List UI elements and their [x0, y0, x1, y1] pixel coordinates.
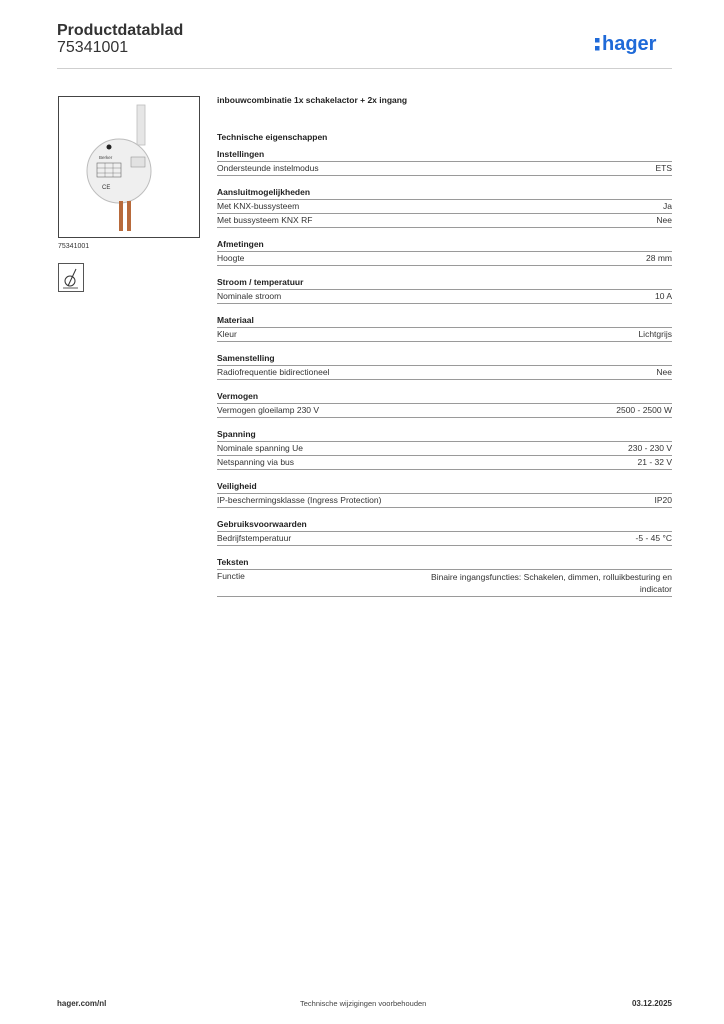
footer-disclaimer: Technische wijzigingen voorbehouden: [300, 999, 427, 1008]
spec-value: Binaire ingangsfuncties: Schakelen, dimmen, rolluikbesturing en indicator: [431, 572, 672, 594]
spec-row: [217, 328, 672, 342]
hager-logo: [594, 28, 674, 58]
spec-label: Bedrijfstemperatuur: [217, 533, 292, 543]
spec-group: [217, 391, 672, 418]
spec-label: Radiofrequentie bidirectioneel: [217, 367, 330, 377]
spec-content: [217, 95, 672, 608]
page-title: Productdatablad: [57, 22, 184, 39]
spec-row: [217, 252, 672, 266]
spec-row: [217, 366, 672, 380]
spec-row: [217, 200, 672, 214]
spec-group: [217, 429, 672, 470]
spec-group-title: Instellingen: [217, 149, 672, 162]
ce-mark: CE: [102, 185, 111, 191]
spec-group-title: Stroom / temperatuur: [217, 277, 672, 290]
spec-group-title: Gebruiksvoorwaarden: [217, 519, 672, 532]
device-housing: [87, 139, 151, 203]
logo-text: hager: [602, 33, 657, 55]
wire-2: [127, 201, 131, 231]
wire-1: [119, 201, 123, 231]
spec-group-title: Vermogen: [217, 391, 672, 404]
spec-group-title: Aansluitmogelijkheden: [217, 187, 672, 200]
device-label: Berker: [99, 155, 113, 160]
spec-label: Vermogen gloeilamp 230 V: [217, 405, 320, 415]
spec-group: [217, 315, 672, 342]
spec-groups: [217, 149, 672, 597]
logo-dot-bottom: [595, 46, 600, 51]
product-number: 75341001: [57, 39, 129, 56]
product-image: [58, 96, 200, 238]
device-terminal: [131, 157, 145, 167]
image-caption: 75341001: [58, 243, 90, 250]
spec-value: Ja: [663, 201, 672, 211]
spec-value: Lichtgrijs: [638, 329, 672, 339]
spec-group: [217, 187, 672, 228]
product-illustration: [59, 97, 199, 237]
spec-label: Met KNX-bussysteem: [217, 201, 300, 211]
spec-row: [217, 162, 672, 176]
spec-row: [217, 290, 672, 304]
spec-group-title: Teksten: [217, 557, 672, 570]
footer-website[interactable]: hager.com/nl: [57, 999, 107, 1008]
footer-date: 03.12.2025: [631, 999, 672, 1008]
device-led: [107, 145, 112, 150]
spec-label: Netspanning via bus: [217, 457, 295, 467]
product-title: inbouwcombinatie 1x schakelactor + 2x ingang: [217, 95, 408, 105]
spec-label: Nominale stroom: [217, 291, 282, 301]
spec-label: Ondersteunde instelmodus: [217, 163, 319, 173]
spec-row: [217, 456, 672, 470]
installation-symbol-icon: [58, 263, 84, 292]
spec-group-title: Afmetingen: [217, 239, 672, 252]
spec-value: 2500 - 2500 W: [616, 405, 672, 415]
spec-value: -5 - 45 °C: [635, 533, 672, 543]
spec-group: [217, 519, 672, 546]
header-divider: [57, 68, 672, 69]
spec-value: Nee: [656, 215, 672, 225]
device-cable: [137, 105, 145, 145]
spec-value: 28 mm: [646, 253, 672, 263]
spec-row: [217, 532, 672, 546]
spec-group-title: Spanning: [217, 429, 672, 442]
spec-group: [217, 277, 672, 304]
spec-row: [217, 494, 672, 508]
section-heading: Technische eigenschappen: [217, 132, 328, 142]
spec-label: Met bussysteem KNX RF: [217, 215, 313, 225]
spec-label: Hoogte: [217, 253, 245, 263]
spec-row: [217, 570, 672, 597]
spec-value: 230 - 230 V: [628, 443, 672, 453]
spec-value: 21 - 32 V: [637, 457, 672, 467]
spec-group: [217, 149, 672, 176]
spec-group-title: Materiaal: [217, 315, 672, 328]
spec-value: 10 A: [654, 291, 672, 301]
spec-label: Nominale spanning Ue: [217, 443, 303, 453]
spec-value: ETS: [655, 163, 672, 173]
spec-row: [217, 442, 672, 456]
spec-group: [217, 239, 672, 266]
spec-group: [217, 481, 672, 508]
logo-dot-top: [595, 38, 600, 43]
spec-value: IP20: [654, 495, 672, 505]
spec-value: Nee: [656, 367, 672, 377]
spec-group-title: Veiligheid: [217, 481, 672, 494]
spec-label: Kleur: [217, 329, 237, 339]
spec-label: IP-beschermingsklasse (Ingress Protection): [217, 495, 382, 505]
spec-label: Functie: [217, 571, 245, 581]
spec-group: [217, 353, 672, 380]
spec-group-title: Samenstelling: [217, 353, 672, 366]
spec-row: [217, 214, 672, 228]
spec-group: [217, 557, 672, 597]
spec-row: [217, 404, 672, 418]
